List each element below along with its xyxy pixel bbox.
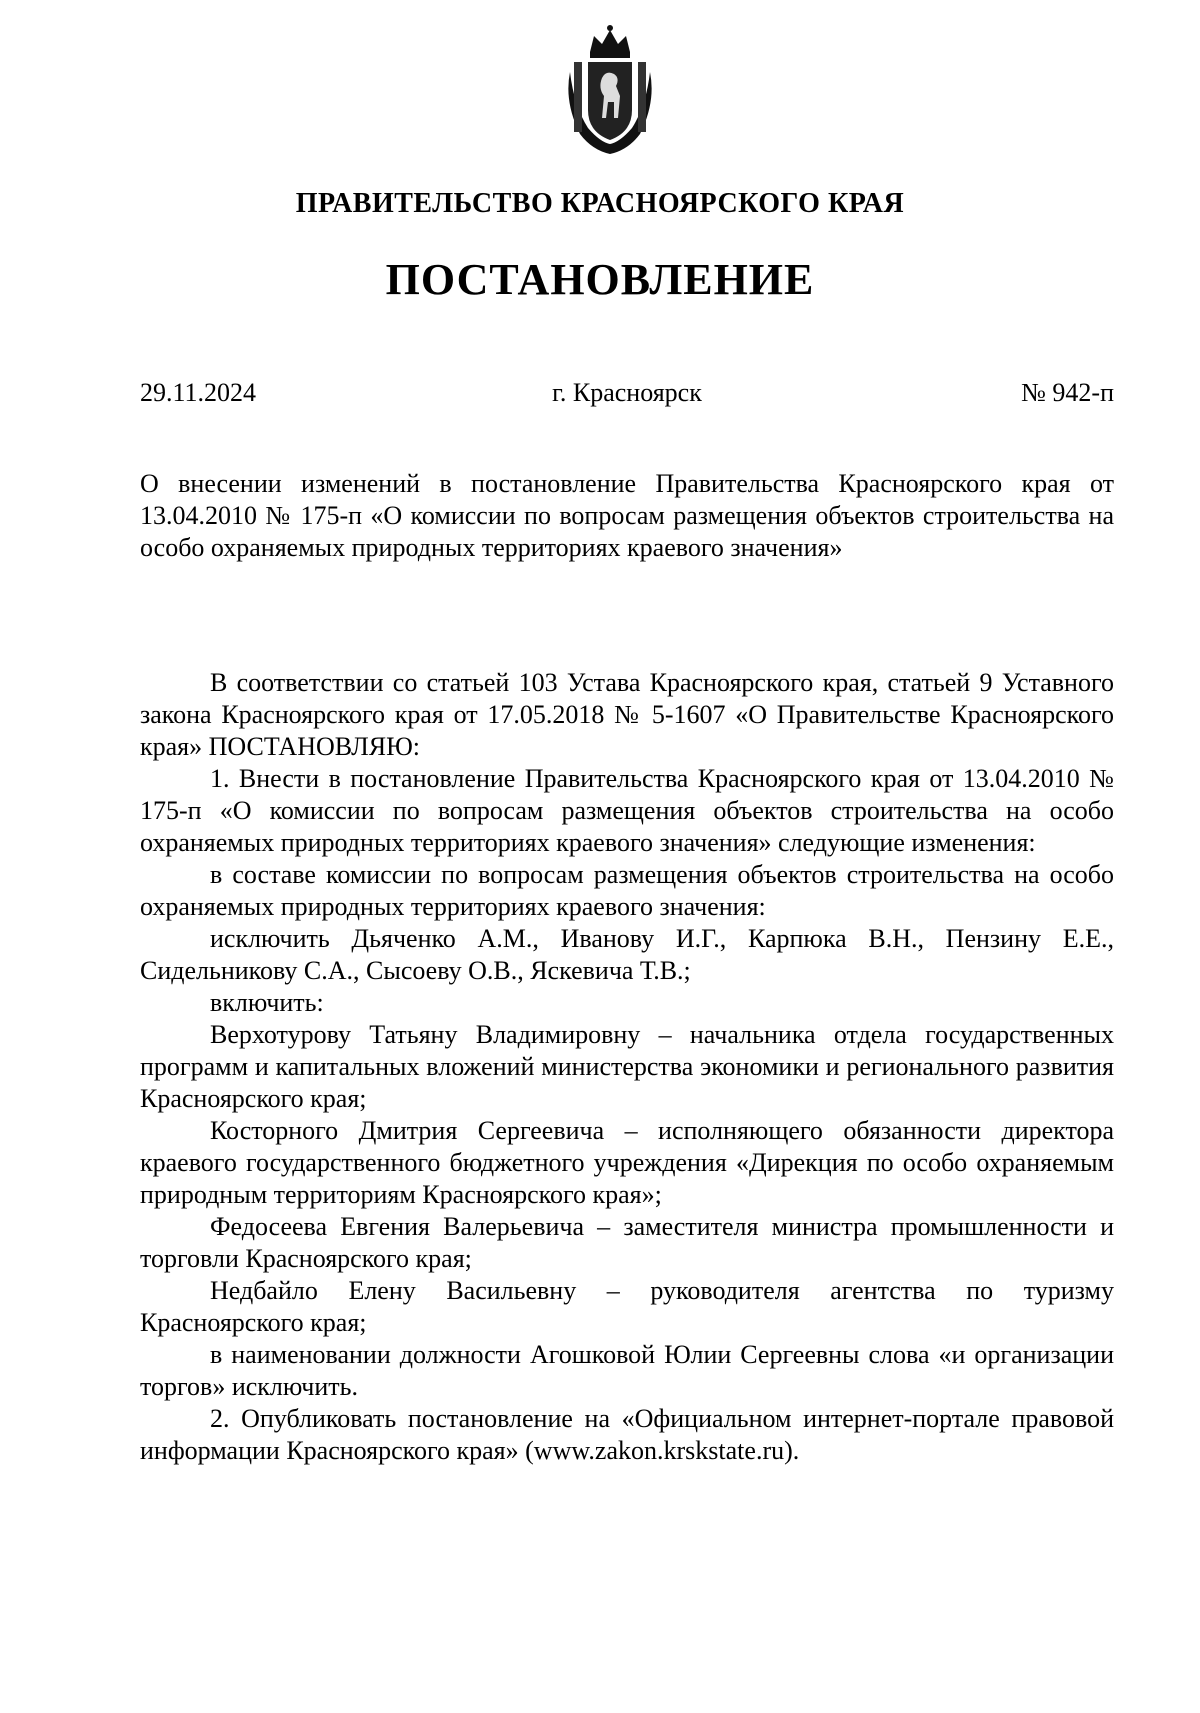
member-paragraph: Косторного Дмитрия Сергеевича – исполняющего обязанности директора краевого государственного бюджетного учреждения «Дирекция по особо охраняемым природным территориям Красноярского края»; (140, 1116, 1114, 1209)
member-paragraph: Верхотурову Татьяну Владимировну – начальника отдела государственных программ и капитальных вложений министерства экономики и регионального развития Красноярского края; (140, 1020, 1114, 1113)
preamble-paragraph: В соответствии со статьей 103 Устава Красноярского края, статьей 9 Уставного закона Красноярского края от 17.05.2018 № 5-1607 «О Правительстве Красноярского края» ПОСТАНОВЛЯЮ: (140, 668, 1114, 761)
member-paragraph: Недбайло Елену Васильевну – руководителя агентства по туризму Красноярского края; (140, 1276, 1114, 1337)
item-2-paragraph: 2. Опубликовать постановление на «Официальном интернет-портале правовой информации Красноярского края» (www.zakon.krskstate.ru). (140, 1404, 1114, 1465)
krasnoyarsk-coat-of-arms-icon (560, 22, 660, 158)
composition-paragraph: в составе комиссии по вопросам размещения объектов строительства на особо охраняемых природных территориях краевого значения: (140, 860, 1114, 921)
rename-paragraph: в наименовании должности Агошковой Юлии Сергеевны слова «и организации торгов» исключить. (140, 1340, 1114, 1401)
exclude-paragraph: исключить Дьяченко А.М., Иванову И.Г., Карпюка В.Н., Пензину Е.Е., Сидельникову С.А., Сысоеву О.В., Яскевича Т.В.; (140, 924, 1114, 985)
include-paragraph: включить: (210, 988, 324, 1017)
document-date: 29.11.2024 (140, 378, 257, 407)
document-subject: О внесении изменений в постановление Правительства Красноярского края от 13.04.2010 № 175-п «О комиссии по вопросам размещения объектов строительства на особо охраняемых природных территориях краевого значения» (140, 469, 1114, 562)
document-number: № 942-п (1021, 378, 1114, 407)
document-meta (140, 378, 1114, 418)
document-type: ПОСТАНОВЛЕНИЕ (385, 255, 815, 304)
document-body (140, 667, 1114, 1467)
member-paragraph: Федосеева Евгения Валерьевича – заместителя министра промышленности и торговли Красноярского края; (140, 1212, 1114, 1273)
document-city: г. Красноярск (552, 378, 702, 407)
item-1-paragraph: 1. Внести в постановление Правительства Красноярского края от 13.04.2010 № 175-п «О комиссии по вопросам размещения объектов строительства на особо охраняемых природных территориях краевого значения» следующие изменения: (140, 764, 1114, 857)
government-title: ПРАВИТЕЛЬСТВО КРАСНОЯРСКОГО КРАЯ (295, 188, 905, 219)
